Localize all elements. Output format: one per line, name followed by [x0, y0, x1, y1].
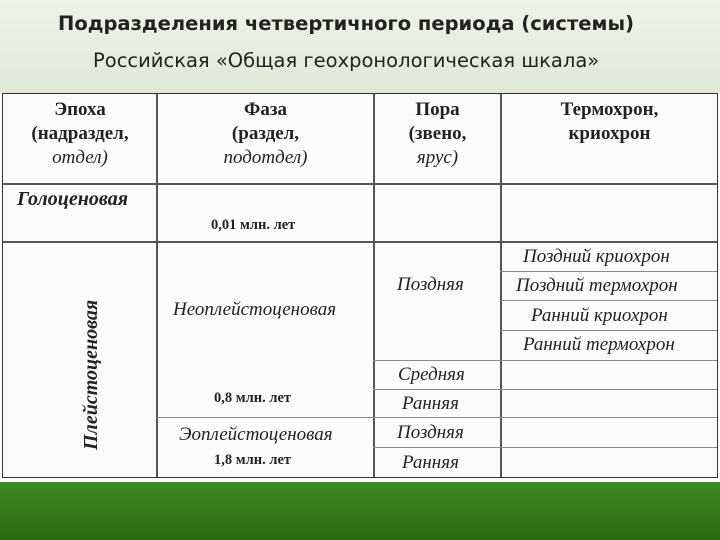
header-epoch-line2: (надраздел,	[31, 123, 129, 144]
header-phase-line2: (раздел,	[231, 123, 300, 144]
slide-header	[0, 0, 720, 93]
geochronological-table	[2, 93, 718, 478]
row-divider-header	[3, 183, 717, 185]
thermo-late-cryochron: Поздний криохрон	[523, 246, 670, 267]
footer-band	[0, 482, 720, 540]
pora-late-neo: Поздняя	[397, 274, 464, 295]
header-phase-line3: подотдел)	[223, 147, 308, 168]
row-divider-thermo-1	[500, 271, 717, 272]
header-epoch-line3: отдел)	[52, 147, 108, 168]
neopleistocene-age: 0,8 млн. лет	[214, 390, 292, 406]
pora-middle-neo: Средняя	[398, 364, 465, 385]
pleistocene-epoch: Плейстоценовая	[80, 299, 102, 450]
header-pora-line1: Пора	[415, 99, 460, 120]
header-pora-line3: ярус)	[416, 147, 459, 168]
eopleistocene-phase: Эоплейстоценовая	[179, 424, 333, 445]
header-phase-line1: Фаза	[244, 99, 287, 120]
holocene-age: 0,01 млн. лет	[211, 217, 296, 233]
eopleistocene-age: 1,8 млн. лет	[214, 452, 292, 468]
header-epoch-line1: Эпоха	[54, 99, 106, 120]
slide-title: Подразделения четвертичного периода (системы)	[58, 12, 634, 35]
holocene-epoch: Голоценовая	[17, 188, 129, 210]
header-phase	[158, 98, 373, 170]
row-divider-thermo-5	[500, 389, 717, 390]
row-divider-pora-1	[373, 360, 500, 361]
thermo-early-cryochron: Ранний криохрон	[531, 305, 668, 326]
row-divider-thermo-2	[500, 300, 717, 301]
thermo-early-thermochron: Ранний термохрон	[523, 334, 675, 355]
header-pora	[375, 98, 500, 170]
header-thermo	[502, 98, 717, 146]
row-divider-pora-3	[373, 447, 500, 448]
row-divider-pora-2	[373, 389, 500, 390]
row-divider-holocene	[3, 241, 717, 243]
slide-subtitle: Российская «Общая геохронологическая шкала»	[93, 49, 600, 72]
pora-early-neo: Ранняя	[402, 393, 459, 414]
row-divider-thermo-3	[500, 330, 717, 331]
col-divider-3	[500, 94, 502, 477]
header-epoch	[5, 98, 155, 170]
pora-early-eo: Ранняя	[402, 452, 459, 473]
neopleistocene-phase: Неоплейстоценовая	[173, 299, 337, 320]
pora-late-eo: Поздняя	[397, 422, 464, 443]
row-divider-thermo-4	[500, 360, 717, 361]
row-divider-thermo-7	[500, 447, 717, 448]
header-pora-line2: (звено,	[408, 123, 467, 144]
row-divider-thermo-6	[500, 417, 717, 418]
header-thermo-line1: Термохрон,	[560, 99, 659, 120]
header-thermo-line2: криохрон	[568, 123, 651, 144]
thermo-late-thermochron: Поздний термохрон	[516, 275, 678, 296]
